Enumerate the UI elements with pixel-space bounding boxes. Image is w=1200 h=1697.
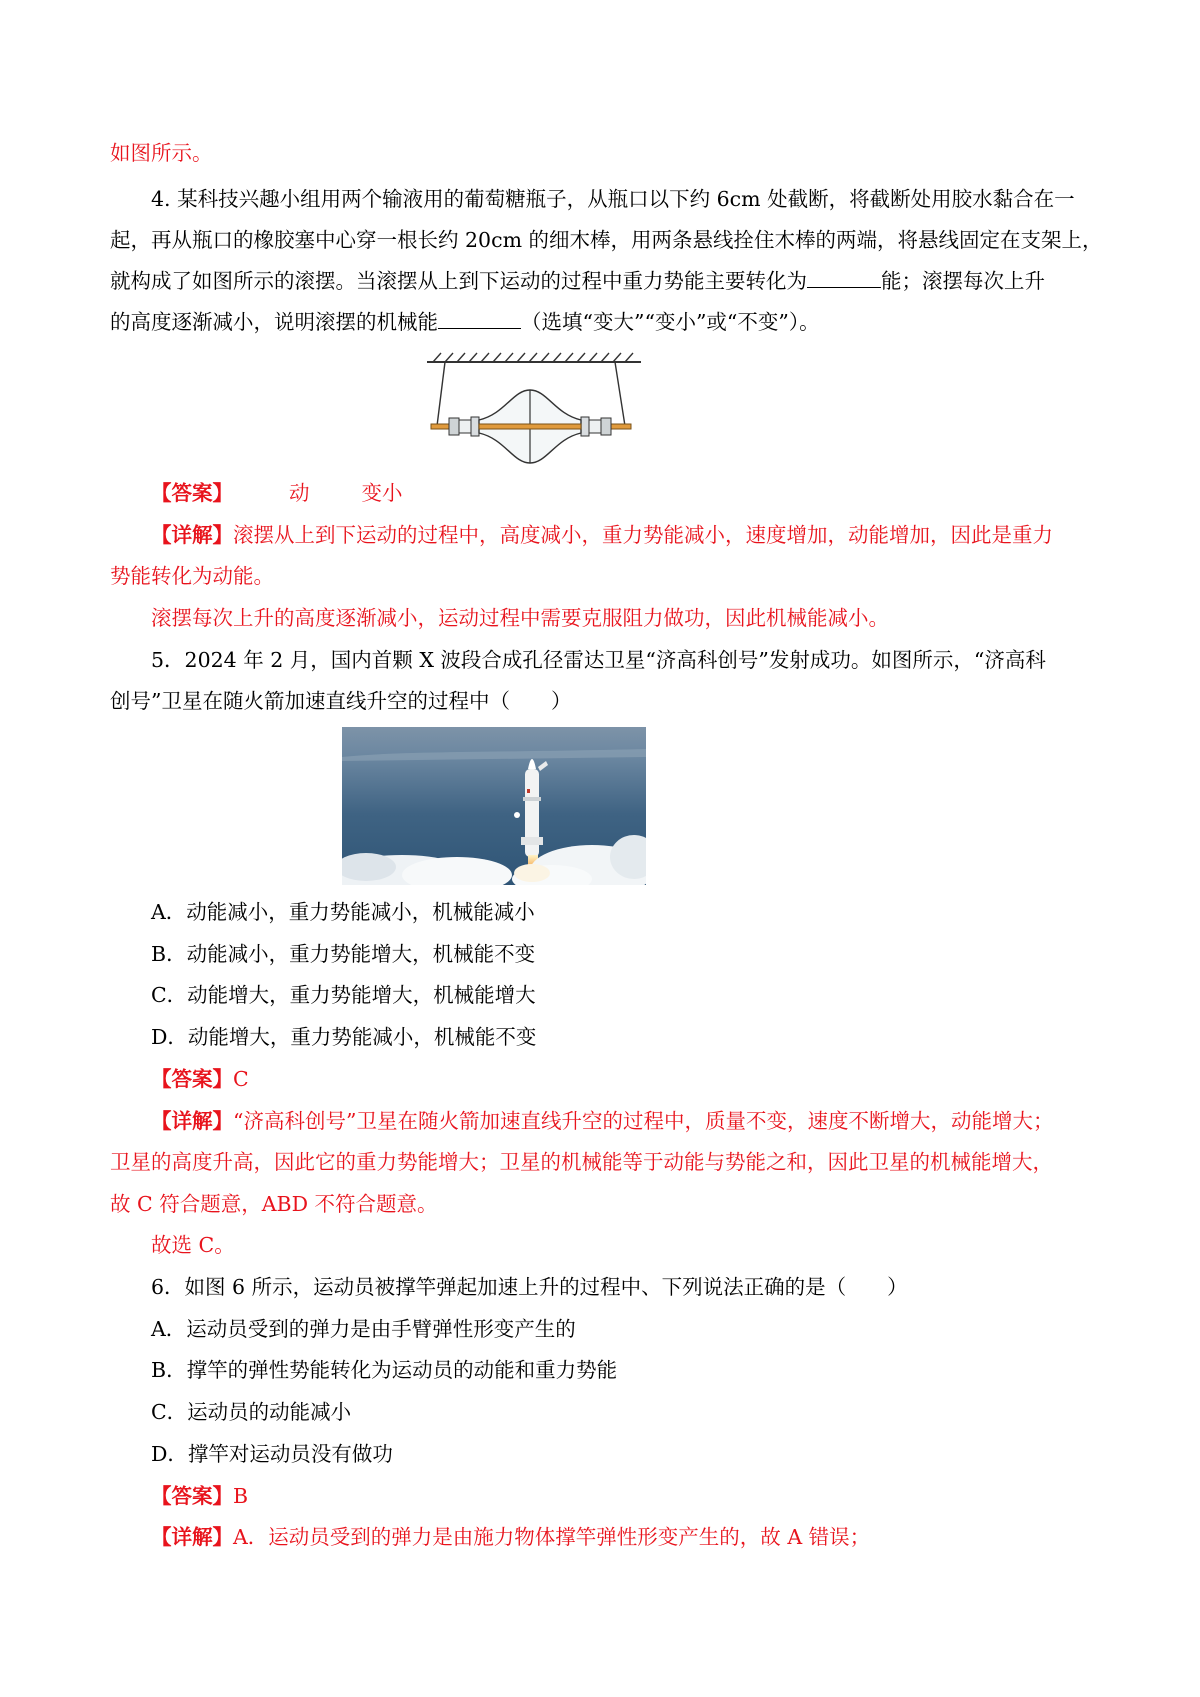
question-4-text: （选填“变大”“变小”或“不变”）。 (521, 310, 820, 334)
question-4-line: 起，再从瓶口的橡胶塞中心穿一根长约 20cm 的细木棒，用两条悬线拴住木棒的两端，将悬线固定在支架上， (110, 228, 1103, 252)
explanation-label: 【详解】 (151, 1109, 233, 1133)
text-line: 如图所示。 (110, 141, 213, 165)
question-4-text: 的高度逐渐减小，说明滚摆的机械能 (110, 310, 438, 334)
option-D: D．撑竿对运动员没有做功 (151, 1442, 393, 1466)
answer-value: 变小 (361, 481, 403, 505)
explanation-label: 【详解】 (151, 1525, 233, 1549)
explanation-line: 故 C 符合题意，ABD 不符合题意。 (110, 1192, 438, 1216)
explanation-text: 滚摆从上到下运动的过程中，高度减小，重力势能减小，速度增加，动能增加，因此是重力 (233, 523, 1053, 547)
explanation-line: 故选 C。 (151, 1233, 235, 1257)
rolling-pendulum-figure (425, 352, 645, 470)
question-6-line: 6．如图 6 所示，运动员被撑竿弹起加速上升的过程中、下列说法正确的是（ ） (151, 1275, 908, 1299)
explanation-line: 滚摆每次上升的高度逐渐减小，运动过程中需要克服阻力做功，因此机械能减小。 (151, 606, 889, 630)
answer-line (151, 1481, 1101, 1511)
question-4-text: 能；滚摆每次上升 (881, 269, 1045, 293)
answer-label: 【答案】 (151, 1067, 233, 1091)
question-4-line (110, 266, 1100, 296)
answer-line (151, 478, 1101, 508)
answer-value: 动 (289, 481, 310, 505)
option-A: A．动能减小，重力势能减小，机械能减小 (151, 900, 535, 924)
explanation-line: 卫星的高度升高，因此它的重力势能增大；卫星的机械能等于动能与势能之和，因此卫星的机械能增大， (110, 1150, 1053, 1174)
question-4-line: 4. 某科技兴趣小组用两个输液用的葡萄糖瓶子，从瓶口以下约 6cm 处截断，将截断处用胶水黏合在一 (151, 187, 1075, 211)
option-B: B．撑竿的弹性势能转化为运动员的动能和重力势能 (151, 1358, 618, 1382)
explanation-line (151, 1522, 1101, 1552)
question-4-line (110, 307, 1100, 337)
explanation-line (151, 520, 1101, 550)
explanation-label: 【详解】 (151, 523, 233, 547)
rocket-launch-photo (342, 727, 646, 885)
answer-label: 【答案】 (151, 1484, 233, 1508)
answer-value: C (233, 1067, 249, 1091)
option-B: B．动能减小，重力势能增大，机械能不变 (151, 942, 536, 966)
question-4-text: 就构成了如图所示的滚摆。当滚摆从上到下运动的过程中重力势能主要转化为 (110, 269, 807, 293)
question-5-line: 创号”卫星在随火箭加速直线升空的过程中（ ） (110, 689, 572, 713)
fill-blank (807, 267, 881, 288)
explanation-text: “济高科创号”卫星在随火箭加速直线升空的过程中，质量不变，速度不断增大，动能增大； (233, 1109, 1054, 1133)
answer-line (151, 1064, 1101, 1094)
option-D: D．动能增大，重力势能减小，机械能不变 (151, 1025, 537, 1049)
answer-value: B (233, 1484, 249, 1508)
explanation-line: 势能转化为动能。 (110, 564, 274, 588)
question-5-line: 5．2024 年 2 月，国内首颗 X 波段合成孔径雷达卫星“济高科创号”发射成功。如图所示，“济高科 (151, 648, 1046, 672)
explanation-line (151, 1106, 1101, 1136)
option-A: A．运动员受到的弹力是由手臂弹性形变产生的 (151, 1317, 576, 1341)
option-C: C．运动员的动能减小 (151, 1400, 352, 1424)
explanation-text: A．运动员受到的弹力是由施力物体撑竿弹性形变产生的，故 A 错误； (233, 1525, 871, 1549)
answer-label: 【答案】 (151, 481, 233, 505)
option-C: C．动能增大，重力势能增大，机械能增大 (151, 983, 536, 1007)
fill-blank (438, 308, 521, 329)
